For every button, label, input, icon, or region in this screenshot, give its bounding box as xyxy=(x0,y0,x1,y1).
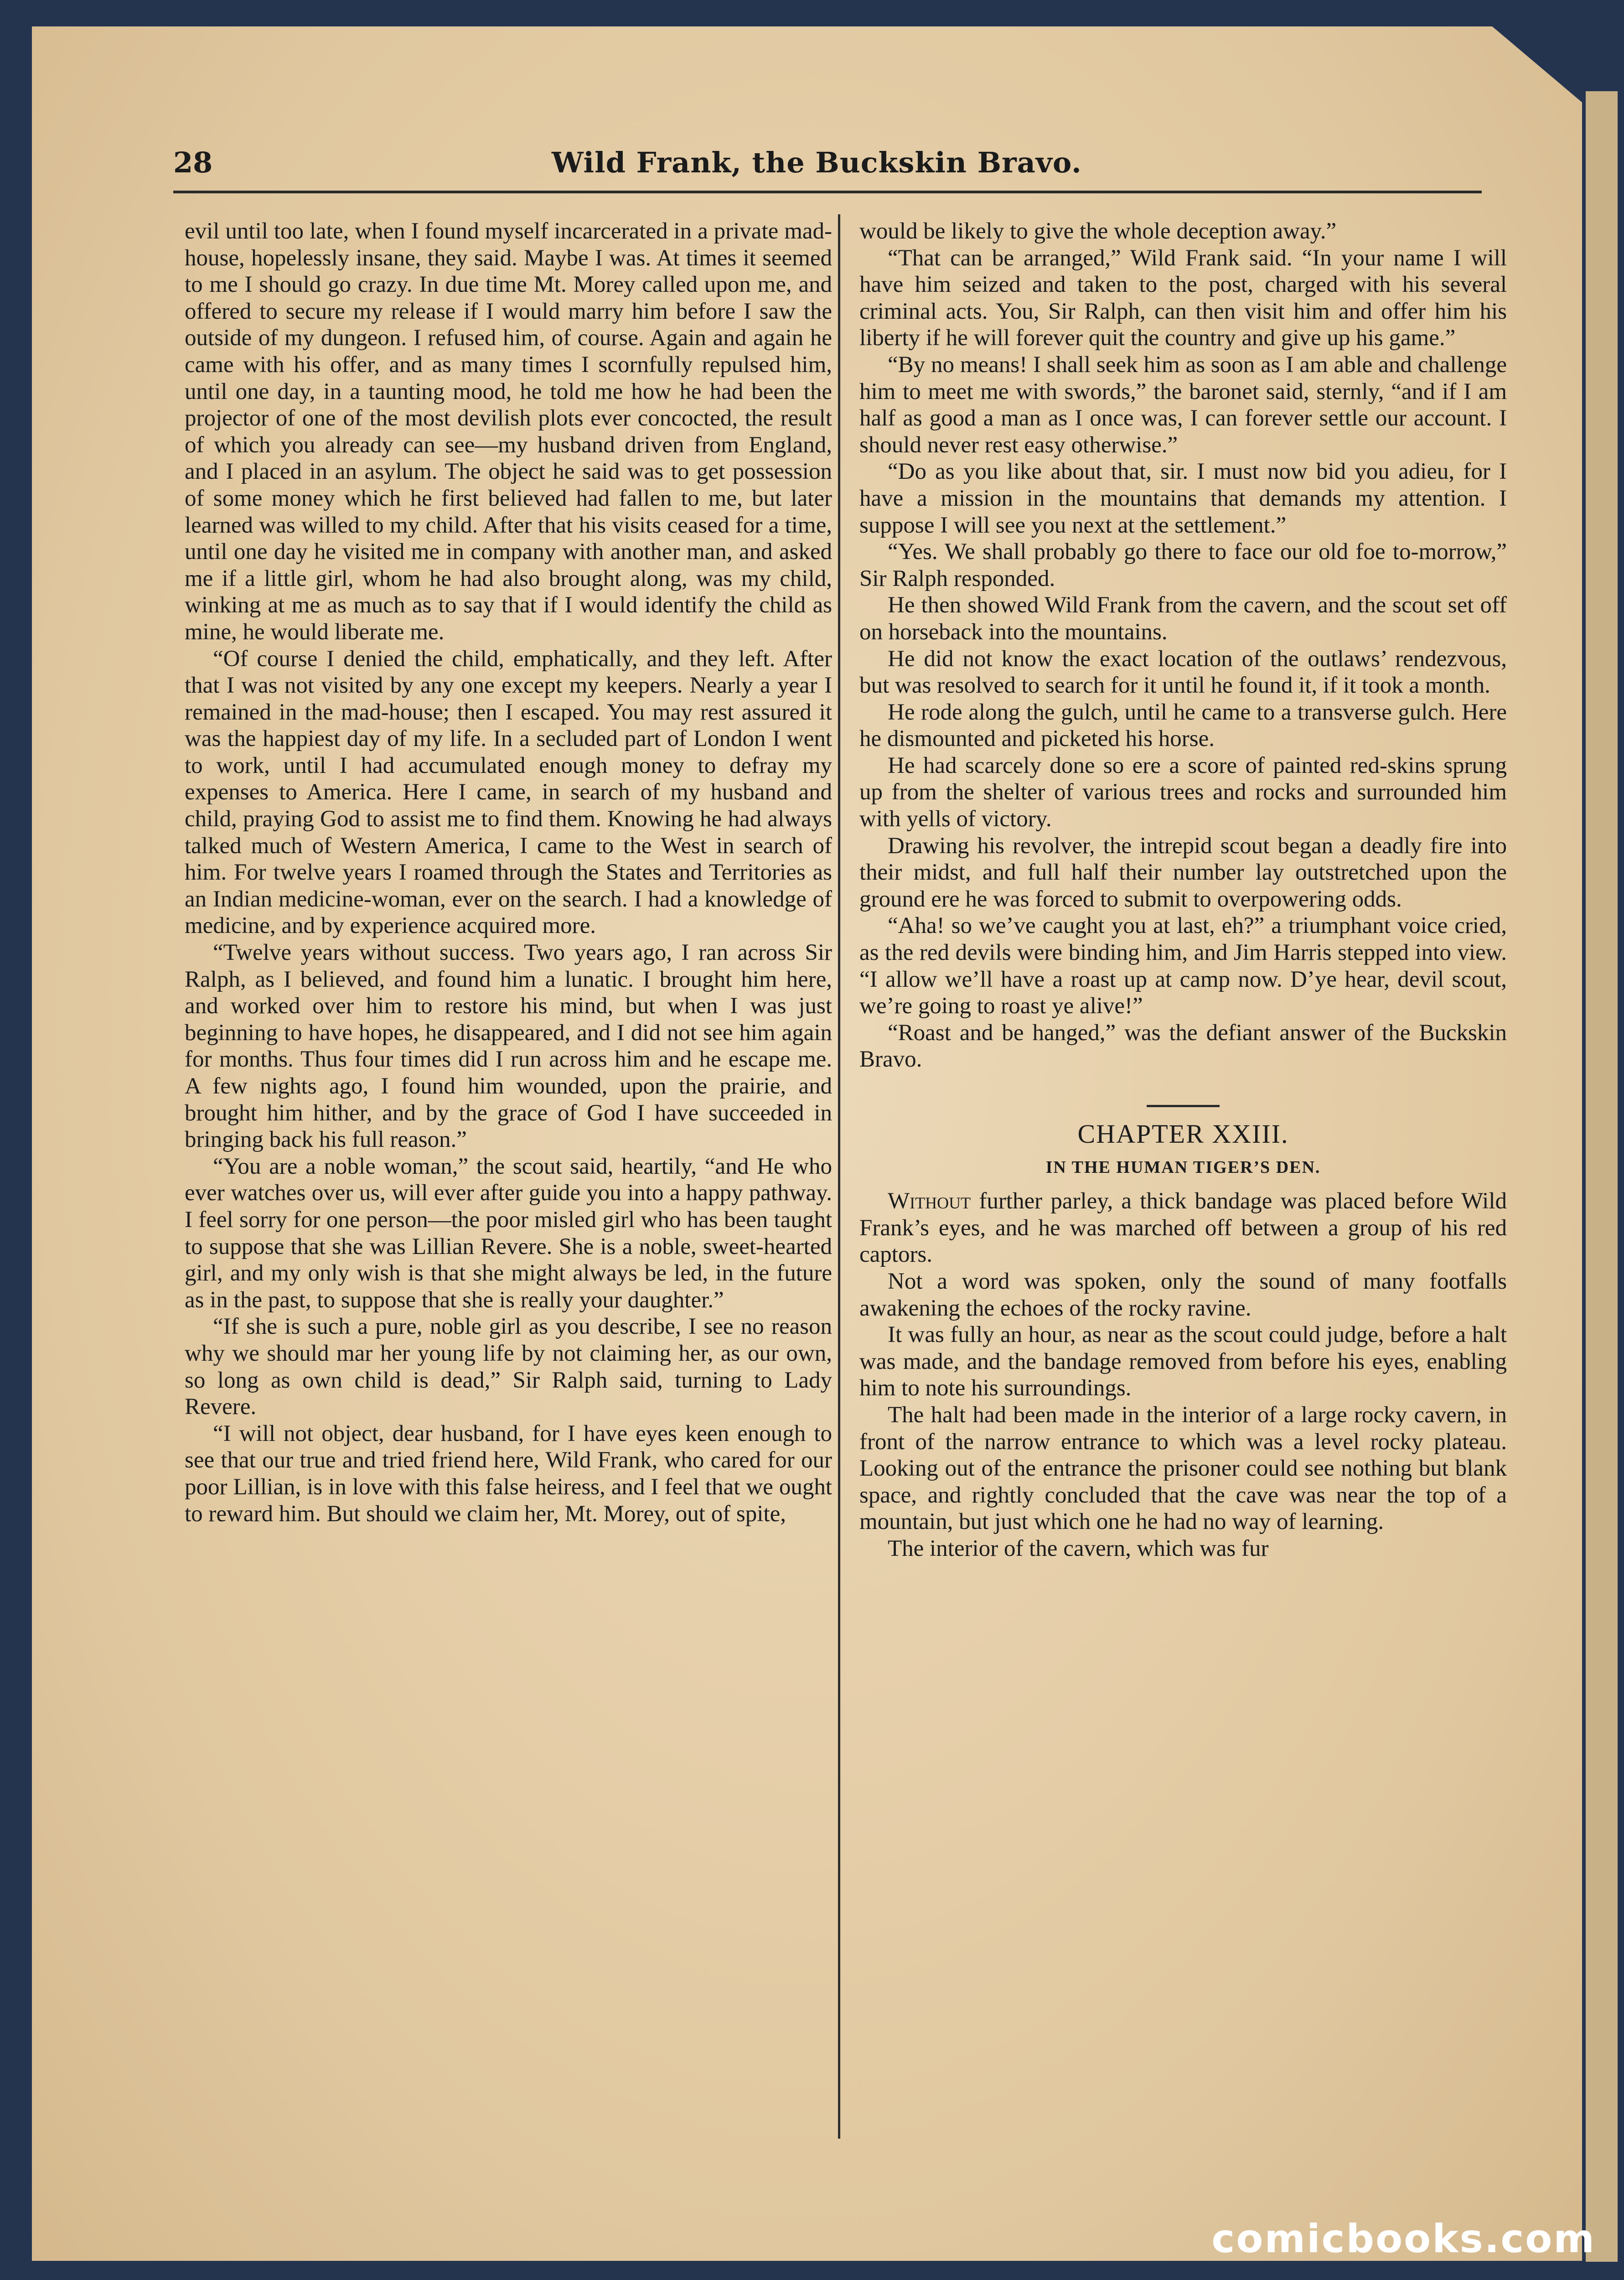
header-rule xyxy=(173,191,1482,193)
chapter-first-paragraph: further parley, a thick bandage was placed before Wild Frank’s eyes, and he was marched off between a group of his red captors. xyxy=(859,1188,1507,1268)
paragraph: “By no means! I shall seek him as soon as I am able and challenge him to meet me with swords,” the baronet said, sternly, “and if I am half as good a man as I once was, I can forever settle our account. I should never rest easy otherwise.” xyxy=(859,352,1507,458)
chapter-first-word: Without xyxy=(888,1188,971,1214)
paragraph: would be likely to give the whole deception away.” xyxy=(859,218,1337,244)
paragraph: “If she is such a pure, noble girl as you describe, I see no reason why we should mar her young life by not claiming her, as our own, so long as own child is dead,” Sir Ralph said, turning to Lady Revere. xyxy=(185,1314,832,1420)
paragraph: “I will not object, dear husband, for I have eyes keen enough to see that our true and tried friend here, Wild Frank, who cared for our poor Lillian, is in love with this false heiress, and I feel that we ought to reward him. But should we claim her, Mt. Morey, out of spite, xyxy=(185,1420,832,1527)
paragraph: Drawing his revolver, the intrepid scout began a deadly fire into their midst, and full half their number lay outstretched upon the ground ere he was forced to submit to overpowering odds. xyxy=(859,833,1507,912)
paragraph: “Do as you like about that, sir. I must now bid you adieu, for I have a mission in the mountains that demands my attention. I suppose I will see you next at the settlement.” xyxy=(859,459,1507,538)
paragraph: He did not know the exact location of the outlaws’ rendezvous, but was resolved to search for it until he found it, if it took a month. xyxy=(859,646,1507,699)
left-column xyxy=(185,218,832,1527)
paragraph: It was fully an hour, as near as the scout could judge, before a halt was made, and the bandage removed from before his eyes, enabling him to note his surroundings. xyxy=(859,1322,1507,1401)
paragraph: “Of course I denied the child, emphatically, and they left. After that I was not visited by any one except my keepers. Nearly a year I remained in the mad-house; then I escaped. You may rest assured it was the happiest day of my life. In a secluded part of London I went to work, until I had accumulated enough money to defray my expenses to America. Here I came, in search of my husband and child, praying God to assist me to find them. Knowing he had always talked much of Western America, I came to the West in search of him. For twelve years I roamed through the States and Territories as an Indian medicine-woman, ever on the search. I had a knowledge of medicine, and by experience acquired more. xyxy=(185,646,832,939)
paragraph: “Roast and be hanged,” was the defiant answer of the Buckskin Bravo. xyxy=(859,1020,1507,1073)
paragraph: “Twelve years without success. Two years ago, I ran across Sir Ralph, as I believed, and found him a lunatic. I brought him here, and worked over him to restore his mind, but when I was just beginning to have hopes, he disappeared, and I did not see him again for months. Thus four times did I run across him and he escape me. A few nights ago, I found him wounded, upon the prairie, and brought him hither, and by the grace of God I have succeeded in bringing back his full reason.” xyxy=(185,940,832,1153)
chapter-divider xyxy=(1147,1105,1220,1107)
running-title: Wild Frank, the Buckskin Bravo. xyxy=(552,146,1082,179)
paragraph: The interior of the cavern, which was fur xyxy=(888,1535,1269,1561)
paragraph: He had scarcely done so ere a score of painted red-skins sprung up from the shelter of various trees and rocks and surrounded him with yells of victory. xyxy=(859,752,1507,832)
paragraph: “Aha! so we’ve caught you at last, eh?” a triumphant voice cried, as the red devils were binding him, and Jim Harris stepped into view. “I allow we’ll have a roast up at camp now. D’ye hear, devil scout, we’re going to roast ye alive!” xyxy=(859,913,1507,1019)
chapter-subtitle: IN THE HUMAN TIGER’S DEN. xyxy=(1045,1157,1321,1177)
paragraph: “You are a noble woman,” the scout said, heartily, “and He who ever watches over us, will ever after guide you into a happy pathway. I feel sorry for one person—the poor misled girl who has been taught to suppose that she was Lillian Revere. She is a noble, sweet-hearted girl, and my only wish is that she might always be led, in the future as in the past, to suppose that she is really your daughter.” xyxy=(185,1153,832,1313)
paragraph: “That can be arranged,” Wild Frank said. “In your name I will have him seized and taken to the post, charged with his several criminal acts. You, Sir Ralph, can then visit him and offer him his liberty if he will forever quit the country and give up his game.” xyxy=(859,245,1507,351)
column-divider xyxy=(838,214,840,2139)
page-header xyxy=(173,146,1550,187)
right-column xyxy=(859,218,1507,1562)
paragraph: The halt had been made in the interior of a large rocky cavern, in front of the narrow entrance to which was a level rocky plateau. Looking out of the entrance the prisoner could see nothing but blank space, and rightly concluded that the cave was near the top of a mountain, but just which one he had no way of learning. xyxy=(859,1402,1507,1535)
adjacent-page-edge xyxy=(1586,91,1618,2262)
chapter-title: CHAPTER XXIII. xyxy=(1077,1119,1289,1149)
paragraph: He then showed Wild Frank from the cavern, and the scout set off on horseback into the mountains. xyxy=(859,592,1507,645)
chapter-opening-paragraph xyxy=(859,1188,1507,1268)
watermark-text: comicbooks.com xyxy=(1211,2216,1596,2262)
paragraph: “Yes. We shall probably go there to face our old foe to-morrow,” Sir Ralph responded. xyxy=(859,539,1507,591)
paragraph: Not a word was spoken, only the sound of many footfalls awakening the echoes of the rocky ravine. xyxy=(859,1268,1507,1321)
paragraph: He rode along the gulch, until he came to a transverse gulch. Here he dismounted and picketed his horse. xyxy=(859,699,1507,752)
page-number: 28 xyxy=(173,146,213,179)
paragraph: evil until too late, when I found myself incarcerated in a private mad-house, hopelessly insane, they said. Maybe I was. At times it seemed to me I should go crazy. In due time Mt. Morey called upon me, and offered to secure my release if I would marry him before I saw the outside of my dungeon. I refused him, of course. Again and again he came with his offer, and as many times I scornfully repulsed him, until one day, in a taunting mood, he told me how he had been the projector of one of the most devilish plots ever concocted, the result of which you already can see—my husband driven from England, and I placed in an asylum. The object he said was to get possession of some money which he first believed had fallen to me, but later learned was willed to my child. After that his visits ceased for a time, until one day he visited me in company with another man, and asked me if a little girl, whom he had also brought along, was my child, winking at me as much as to say that if I would identify the child as mine, he would liberate me. xyxy=(185,218,832,645)
